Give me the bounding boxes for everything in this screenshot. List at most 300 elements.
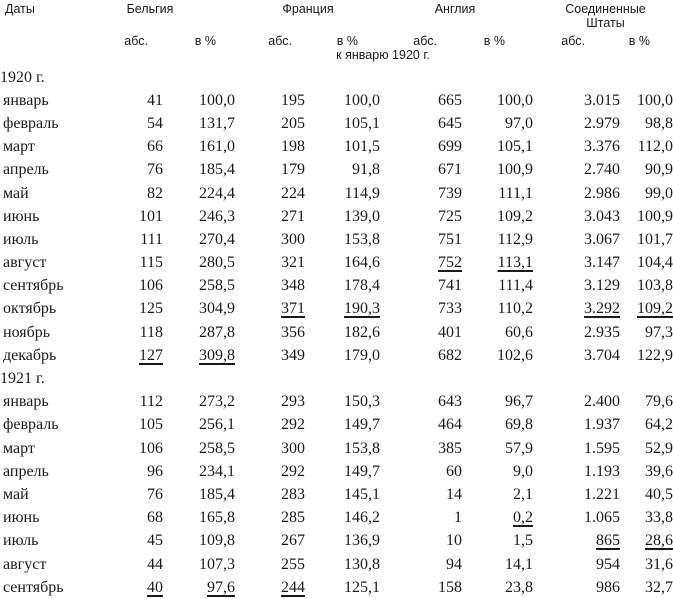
cell-value: 153,8	[344, 439, 380, 457]
cell-value: 161,0	[199, 138, 235, 156]
cell-value: 97,0	[505, 114, 533, 132]
cell-value: 190,3	[344, 300, 380, 318]
cell-value: 100,0	[199, 91, 235, 109]
cell-value: 111	[140, 230, 163, 248]
cell-us-pct	[620, 112, 673, 135]
cell-en-pct	[462, 275, 533, 298]
header-england-abs: абс.	[413, 34, 437, 48]
cell-value: 101,5	[344, 138, 380, 156]
cell-fr-abs	[235, 136, 305, 159]
month-label: сентябрь	[3, 277, 64, 295]
header-belgium-pct: в %	[194, 34, 216, 48]
cell-en-abs	[380, 159, 462, 182]
cell-fr-pct	[305, 553, 380, 576]
cell-value: 385	[438, 439, 462, 457]
cell-fr-abs	[235, 507, 305, 530]
cell-us-abs	[533, 275, 620, 298]
cell-us-abs	[533, 298, 620, 321]
cell-be-pct	[163, 321, 235, 344]
cell-value: 41	[147, 91, 163, 109]
cell-value: 131,7	[199, 114, 235, 132]
month-label: май	[3, 184, 29, 202]
cell-be-abs	[100, 553, 163, 576]
cell-value: 1.595	[584, 439, 620, 457]
cell-value: 224	[281, 184, 305, 202]
cell-en-pct	[462, 483, 533, 506]
cell-fr-abs	[235, 182, 305, 205]
cell-value: 725	[438, 207, 462, 225]
month-label: август	[3, 254, 47, 272]
cell-value: 1.937	[584, 416, 620, 434]
cell-value: 285	[281, 509, 305, 527]
table-row	[0, 414, 673, 437]
year-label: 1920 г.	[0, 68, 45, 86]
cell-value: 82	[147, 184, 163, 202]
cell-be-abs	[100, 205, 163, 228]
cell-en-abs	[380, 391, 462, 414]
cell-be-abs	[100, 275, 163, 298]
cell-value: 54	[147, 114, 163, 132]
cell-value: 112,9	[497, 230, 533, 248]
month-label: январь	[3, 91, 49, 109]
month-label: сентябрь	[3, 578, 64, 596]
cell-fr-abs	[235, 437, 305, 460]
table-row	[0, 228, 673, 251]
cell-value: 321	[281, 254, 305, 272]
cell-value: 149,7	[344, 462, 380, 480]
cell-value: 280,5	[199, 254, 235, 272]
table-row	[0, 530, 673, 553]
cell-value: 79,6	[645, 393, 673, 411]
cell-be-abs	[100, 298, 163, 321]
cell-value: 96	[147, 462, 163, 480]
cell-value: 3.015	[584, 91, 620, 109]
cell-fr-pct	[305, 507, 380, 530]
cell-us-pct	[620, 391, 673, 414]
cell-fr-pct	[305, 182, 380, 205]
cell-value: 52,9	[645, 439, 673, 457]
cell-us-pct	[620, 89, 673, 112]
header-usa-abs: абс.	[561, 34, 585, 48]
cell-value: 66	[147, 138, 163, 156]
cell-en-abs	[380, 437, 462, 460]
cell-be-abs	[100, 437, 163, 460]
cell-en-pct	[462, 182, 533, 205]
cell-value: 178,4	[344, 277, 380, 295]
cell-value: 101	[139, 207, 163, 225]
cell-value: 986	[596, 578, 620, 596]
cell-us-abs	[533, 530, 620, 553]
cell-en-abs	[380, 553, 462, 576]
cell-value: 106	[139, 277, 163, 295]
cell-value: 60,6	[505, 323, 533, 341]
month-label: август	[3, 555, 47, 573]
cell-us-abs	[533, 553, 620, 576]
cell-value: 954	[596, 555, 620, 573]
cell-value: 1	[454, 509, 462, 527]
cell-value: 246,3	[199, 207, 235, 225]
cell-value: 102,6	[497, 346, 533, 364]
cell-fr-pct	[305, 136, 380, 159]
cell-us-abs	[533, 460, 620, 483]
cell-us-abs	[533, 112, 620, 135]
cell-value: 110,2	[497, 300, 533, 318]
table-row	[0, 553, 673, 576]
cell-en-abs	[380, 507, 462, 530]
cell-us-pct	[620, 437, 673, 460]
table-row	[0, 136, 673, 159]
cell-value: 32,7	[645, 578, 673, 596]
cell-value: 3.147	[584, 254, 620, 272]
cell-fr-abs	[235, 298, 305, 321]
cell-value: 258,5	[199, 439, 235, 457]
cell-fr-abs	[235, 344, 305, 367]
cell-value: 165,8	[199, 509, 235, 527]
cell-be-pct	[163, 576, 235, 599]
cell-value: 90,9	[645, 161, 673, 179]
cell-value: 300	[281, 230, 305, 248]
cell-value: 348	[281, 277, 305, 295]
cell-value: 100,0	[637, 91, 673, 109]
cell-en-pct	[462, 460, 533, 483]
cell-en-pct	[462, 553, 533, 576]
cell-be-pct	[163, 89, 235, 112]
cell-value: 33,8	[645, 509, 673, 527]
cell-value: 122,9	[637, 346, 673, 364]
cell-value: 96,7	[505, 393, 533, 411]
header-france-abs: абс.	[268, 34, 292, 48]
cell-be-pct	[163, 483, 235, 506]
header-jan1920-note: к январю 1920 г.	[336, 48, 430, 62]
cell-value: 149,7	[344, 416, 380, 434]
cell-value: 3.043	[584, 207, 620, 225]
cell-en-pct	[462, 576, 533, 599]
cell-value: 100,0	[344, 91, 380, 109]
cell-value: 733	[438, 300, 462, 318]
cell-value: 293	[281, 393, 305, 411]
cell-us-pct	[620, 228, 673, 251]
table-row	[0, 298, 673, 321]
cell-be-pct	[163, 112, 235, 135]
month-label: апрель	[3, 161, 49, 179]
cell-us-abs	[533, 391, 620, 414]
cell-value: 283	[281, 485, 305, 503]
cell-value: 371	[281, 300, 305, 318]
cell-fr-abs	[235, 576, 305, 599]
cell-value: 23,8	[505, 578, 533, 596]
cell-en-abs	[380, 344, 462, 367]
cell-value: 109,2	[497, 207, 533, 225]
cell-value: 3.129	[584, 277, 620, 295]
table-header	[0, 0, 673, 66]
cell-value: 292	[281, 462, 305, 480]
header-belgium: Бельгия	[126, 2, 174, 16]
cell-fr-abs	[235, 460, 305, 483]
cell-be-abs	[100, 182, 163, 205]
cell-value: 258,5	[199, 277, 235, 295]
cell-value: 76	[147, 161, 163, 179]
cell-be-abs	[100, 252, 163, 275]
cell-value: 97,3	[645, 323, 673, 341]
cell-be-abs	[100, 228, 163, 251]
month-label: июль	[3, 532, 39, 550]
header-belgium-abs: абс.	[124, 34, 148, 48]
cell-en-abs	[380, 460, 462, 483]
cell-value: 356	[281, 323, 305, 341]
cell-value: 300	[281, 439, 305, 457]
cell-value: 127	[139, 346, 163, 364]
cell-be-abs	[100, 414, 163, 437]
cell-en-abs	[380, 414, 462, 437]
cell-us-abs	[533, 136, 620, 159]
cell-value: 104,4	[637, 254, 673, 272]
cell-be-abs	[100, 321, 163, 344]
cell-us-abs	[533, 437, 620, 460]
cell-value: 682	[438, 346, 462, 364]
cell-en-pct	[462, 159, 533, 182]
cell-value: 741	[438, 277, 462, 295]
cell-fr-abs	[235, 391, 305, 414]
cell-value: 106	[139, 439, 163, 457]
cell-value: 100,9	[497, 161, 533, 179]
cell-value: 1.221	[584, 485, 620, 503]
cell-value: 0,2	[513, 509, 533, 527]
header-france: Франция	[282, 2, 334, 16]
month-label: ноябрь	[3, 323, 51, 341]
year-row	[0, 66, 673, 89]
cell-value: 145,1	[344, 485, 380, 503]
cell-us-abs	[533, 182, 620, 205]
cell-value: 98,8	[645, 114, 673, 132]
cell-value: 105	[139, 416, 163, 434]
cell-us-pct	[620, 483, 673, 506]
cell-en-pct	[462, 112, 533, 135]
cell-value: 125	[139, 300, 163, 318]
cell-value: 68	[147, 509, 163, 527]
cell-value: 158	[438, 578, 462, 596]
cell-value: 146,2	[344, 509, 380, 527]
cell-fr-abs	[235, 112, 305, 135]
cell-be-abs	[100, 576, 163, 599]
cell-value: 287,8	[199, 323, 235, 341]
cell-fr-pct	[305, 460, 380, 483]
cell-us-pct	[620, 298, 673, 321]
cell-value: 198	[281, 138, 305, 156]
cell-en-pct	[462, 136, 533, 159]
cell-value: 105,1	[344, 114, 380, 132]
cell-be-pct	[163, 530, 235, 553]
cell-en-pct	[462, 437, 533, 460]
cell-be-pct	[163, 298, 235, 321]
cell-value: 91,8	[352, 161, 380, 179]
cell-en-pct	[462, 321, 533, 344]
cell-value: 114,9	[344, 184, 380, 202]
cell-value: 100,0	[497, 91, 533, 109]
table-row	[0, 437, 673, 460]
cell-value: 113,1	[497, 254, 533, 272]
cell-us-abs	[533, 507, 620, 530]
cell-value: 464	[438, 416, 462, 434]
cell-en-abs	[380, 112, 462, 135]
cell-value: 57,9	[505, 439, 533, 457]
cell-value: 39,6	[645, 462, 673, 480]
header-england: Англия	[434, 2, 476, 16]
cell-us-pct	[620, 344, 673, 367]
cell-value: 40,5	[645, 485, 673, 503]
cell-value: 109,2	[637, 300, 673, 318]
cell-be-pct	[163, 228, 235, 251]
cell-be-abs	[100, 483, 163, 506]
cell-value: 64,2	[645, 416, 673, 434]
cell-value: 112	[139, 393, 163, 411]
cell-fr-pct	[305, 252, 380, 275]
cell-en-pct	[462, 414, 533, 437]
cell-value: 2,1	[513, 485, 533, 503]
cell-be-pct	[163, 136, 235, 159]
table-row	[0, 507, 673, 530]
year-row	[0, 367, 673, 390]
cell-value: 179	[281, 161, 305, 179]
cell-value: 60	[446, 462, 462, 480]
cell-value: 752	[438, 254, 462, 272]
cell-en-abs	[380, 205, 462, 228]
cell-value: 2.400	[584, 393, 620, 411]
cell-en-abs	[380, 252, 462, 275]
cell-us-pct	[620, 159, 673, 182]
cell-be-abs	[100, 530, 163, 553]
cell-be-abs	[100, 159, 163, 182]
table-row	[0, 182, 673, 205]
cell-be-abs	[100, 89, 163, 112]
cell-value: 112,0	[637, 138, 673, 156]
cell-us-abs	[533, 321, 620, 344]
cell-en-pct	[462, 252, 533, 275]
cell-fr-pct	[305, 530, 380, 553]
cell-value: 267	[281, 532, 305, 550]
cell-en-pct	[462, 228, 533, 251]
cell-fr-pct	[305, 391, 380, 414]
header-usa: Соединенные Штаты	[565, 2, 646, 30]
cell-en-abs	[380, 321, 462, 344]
cell-fr-pct	[305, 344, 380, 367]
cell-us-pct	[620, 136, 673, 159]
cell-fr-abs	[235, 205, 305, 228]
cell-be-pct	[163, 460, 235, 483]
cell-be-pct	[163, 275, 235, 298]
year-label: 1921 г.	[0, 370, 45, 388]
cell-value: 139,0	[344, 207, 380, 225]
cell-fr-pct	[305, 321, 380, 344]
cell-be-pct	[163, 182, 235, 205]
cell-value: 244	[281, 578, 305, 596]
cell-value: 185,4	[199, 485, 235, 503]
month-label: февраль	[3, 416, 59, 434]
header-dates: Даты	[5, 2, 35, 16]
cell-en-abs	[380, 182, 462, 205]
cell-value: 100,9	[637, 207, 673, 225]
cell-us-pct	[620, 182, 673, 205]
cell-value: 45	[147, 532, 163, 550]
cell-fr-abs	[235, 228, 305, 251]
cell-fr-pct	[305, 159, 380, 182]
cell-us-pct	[620, 460, 673, 483]
table-row	[0, 576, 673, 599]
cell-us-pct	[620, 414, 673, 437]
cell-be-abs	[100, 507, 163, 530]
cell-be-abs	[100, 136, 163, 159]
cell-value: 309,8	[199, 346, 235, 364]
cell-value: 3.292	[584, 300, 620, 318]
cell-be-abs	[100, 344, 163, 367]
cell-en-abs	[380, 228, 462, 251]
table-body	[0, 66, 673, 599]
cell-value: 28,6	[645, 532, 673, 550]
cell-value: 699	[438, 138, 462, 156]
cell-value: 125,1	[344, 578, 380, 596]
cell-us-pct	[620, 321, 673, 344]
cell-value: 31,6	[645, 555, 673, 573]
cell-value: 255	[281, 555, 305, 573]
cell-value: 182,6	[344, 323, 380, 341]
cell-be-pct	[163, 391, 235, 414]
cell-en-abs	[380, 275, 462, 298]
cell-be-abs	[100, 112, 163, 135]
table-row	[0, 391, 673, 414]
cell-value: 3.704	[584, 346, 620, 364]
month-label: февраль	[3, 114, 59, 132]
cell-value: 101,7	[637, 230, 673, 248]
cell-en-pct	[462, 344, 533, 367]
cell-value: 150,3	[344, 393, 380, 411]
table-row	[0, 344, 673, 367]
cell-us-pct	[620, 205, 673, 228]
cell-be-abs	[100, 391, 163, 414]
cell-fr-abs	[235, 530, 305, 553]
table-row	[0, 159, 673, 182]
cell-fr-abs	[235, 414, 305, 437]
cell-value: 270,4	[199, 230, 235, 248]
cell-value: 2.986	[584, 184, 620, 202]
cell-value: 865	[596, 532, 620, 550]
cell-us-pct	[620, 275, 673, 298]
table-row	[0, 483, 673, 506]
cell-value: 118	[139, 323, 163, 341]
cell-value: 671	[438, 161, 462, 179]
cell-us-abs	[533, 159, 620, 182]
cell-fr-abs	[235, 252, 305, 275]
cell-fr-pct	[305, 437, 380, 460]
cell-value: 115	[139, 254, 163, 272]
cell-en-abs	[380, 298, 462, 321]
cell-value: 195	[281, 91, 305, 109]
table-row	[0, 205, 673, 228]
cell-fr-pct	[305, 414, 380, 437]
cell-fr-abs	[235, 321, 305, 344]
cell-us-pct	[620, 507, 673, 530]
cell-value: 164,6	[344, 254, 380, 272]
month-label: март	[3, 439, 35, 457]
cell-value: 256,1	[199, 416, 235, 434]
cell-value: 304,9	[199, 300, 235, 318]
cell-value: 111,4	[498, 277, 533, 295]
cell-be-pct	[163, 252, 235, 275]
cell-value: 99,0	[645, 184, 673, 202]
cell-value: 179,0	[344, 346, 380, 364]
cell-be-pct	[163, 553, 235, 576]
cell-value: 2.935	[584, 323, 620, 341]
cell-value: 44	[147, 555, 163, 573]
cell-fr-abs	[235, 553, 305, 576]
